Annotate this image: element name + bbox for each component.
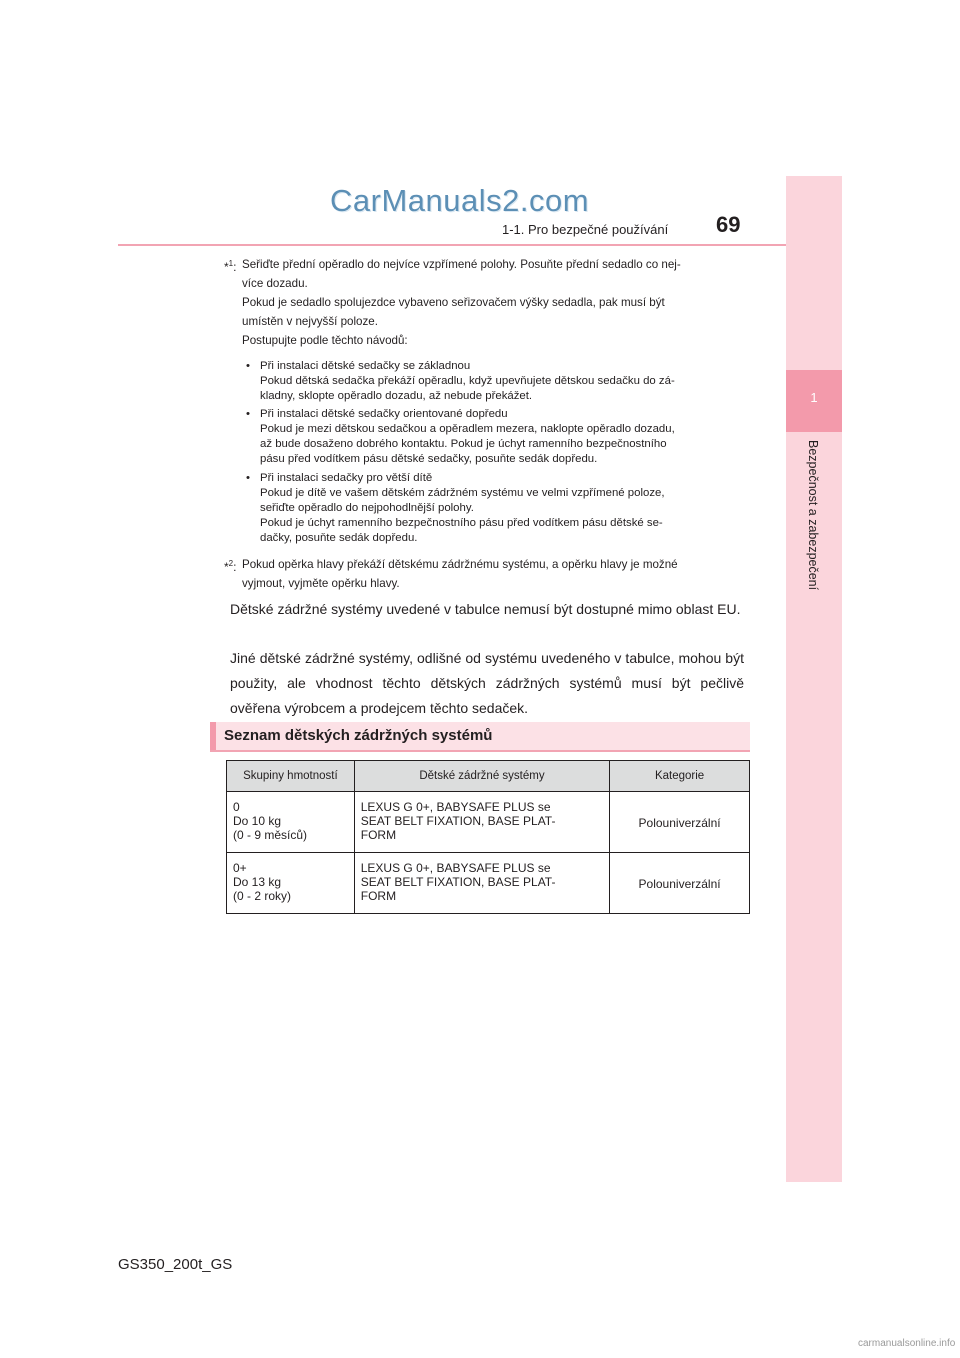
- weight-group-cell: [227, 792, 355, 853]
- footnote-2-marker: *$^2$:: [224, 559, 237, 574]
- bullet-item: [246, 471, 744, 546]
- child-restraint-table: [226, 760, 750, 914]
- bullet-head: Při instalaci sedačky pro větší dítě: [260, 472, 433, 484]
- watermark-logo[interactable]: CarManuals2.com: [330, 183, 590, 218]
- cell-line: 0: [233, 800, 240, 814]
- bullet-dot: •: [246, 360, 250, 372]
- cell-line: Do 13 kg: [233, 875, 282, 889]
- restraint-system-cell: [354, 792, 609, 853]
- body-paragraph: Jiné dětské zádržné systémy, odlišné od systému uvedeného v tabulce, mohou být použity, ale vhodnost těchto dětských zádržných systémů musí být pečlivě ověřena výrobcem a prodejcem těchto sedaček.: [230, 650, 744, 716]
- column-header: Skupiny hmotností: [227, 761, 355, 792]
- footnote-1: [224, 255, 744, 350]
- cell-line: Do 10 kg: [233, 814, 282, 828]
- table-row: [227, 792, 750, 853]
- footnote-1-line: více dozadu.: [242, 277, 308, 290]
- chapter-side-band: [786, 176, 842, 1182]
- footnote-1-marker: *$^1$:: [224, 259, 237, 274]
- footnote-2-line: Pokud opěrka hlavy překáží dětskému zádržnému systému, a opěrku hlavy je možné: [242, 558, 678, 571]
- cell-line: (0 - 9 měsíců): [233, 828, 308, 842]
- cell-line: FORM: [360, 889, 397, 903]
- bullet-dot: •: [246, 472, 250, 484]
- category-cell: Polouniverzální: [610, 792, 750, 853]
- weight-group-cell: [227, 853, 355, 914]
- restraint-system-cell: [354, 853, 609, 914]
- bullet-head: Při instalaci dětské sedačky se základnou: [260, 360, 471, 372]
- bullet-line: Pokud je mezi dětskou sedačkou a opěradlem mezera, naklopte opěradlo dozadu,: [260, 423, 675, 435]
- bullet-line: dačky, posuňte sedák dopředu.: [260, 532, 418, 544]
- column-header: Dětské zádržné systémy: [354, 761, 609, 792]
- bullet-item: [246, 407, 744, 467]
- footnote-1-line: Seřiďte přední opěradlo do nejvíce vzpřímené polohy. Posuňte přední sedadlo co nej-: [242, 258, 681, 271]
- cell-line: FORM: [360, 828, 397, 842]
- chapter-number: 1: [810, 390, 818, 405]
- cell-line: (0 - 2 roky): [233, 889, 292, 903]
- bullet-item: [246, 359, 744, 404]
- footnote-2-line: vyjmout, vyjměte opěrku hlavy.: [242, 577, 400, 590]
- cell-line: SEAT BELT FIXATION, BASE PLAT-: [360, 814, 556, 828]
- table-row: [227, 853, 750, 914]
- header-divider: [118, 244, 786, 246]
- footnote-1-line: Pokud je sedadlo spolujezdce vybaveno seřizovačem výšky sedadla, pak musí být: [242, 296, 665, 309]
- footnote-1-line: umístěn v nejvyšší poloze.: [242, 315, 378, 328]
- bullet-line: Pokud je úchyt ramenního bezpečnostního pásu před vodítkem pásu dětské se-: [260, 517, 663, 529]
- category-cell: Polouniverzální: [610, 853, 750, 914]
- section-heading-underline: [210, 750, 750, 752]
- section-heading: 1-1. Pro bezpečné používání: [502, 222, 669, 237]
- bullet-line: až bude dosaženo dobrého kontaktu. Pokud je úchyt ramenního bezpečnostního: [260, 438, 667, 450]
- site-watermark[interactable]: carmanualsonline.info: [858, 1338, 956, 1349]
- cell-line: LEXUS G 0+, BABYSAFE PLUS se: [360, 800, 551, 814]
- bullet-line: seřiďte opěradlo do nejpohodlnější polohy.: [260, 502, 474, 514]
- footnote-2: [224, 555, 744, 593]
- body-paragraph: Dětské zádržné systémy uvedené v tabulce nemusí být dostupné mimo oblast EU.: [230, 601, 741, 617]
- chapter-title: Bezpečnost a zabezpečení: [806, 440, 820, 591]
- bullet-line: Pokud dětská sedačka překáží opěradlu, když upevňujete dětskou sedačku do zá-: [260, 375, 675, 387]
- cell-line: SEAT BELT FIXATION, BASE PLAT-: [360, 875, 556, 889]
- page-number: 69: [716, 212, 741, 237]
- bullet-line: Pokud je dítě ve vašem dětském zádržném systému ve velmi vzpřímené poloze,: [260, 487, 665, 499]
- section-title: Seznam dětských zádržných systémů: [224, 727, 493, 744]
- bullet-dot: •: [246, 408, 250, 420]
- table-header-row: [227, 761, 750, 792]
- bullet-head: Při instalaci dětské sedačky orientované dopředu: [260, 408, 508, 420]
- footnote-1-line: Postupujte podle těchto návodů:: [242, 334, 408, 347]
- column-header: Kategorie: [610, 761, 750, 792]
- cell-line: 0+: [233, 861, 247, 875]
- bullet-line: kladny, sklopte opěradlo dozadu, až nebude překážet.: [260, 390, 533, 402]
- cell-line: LEXUS G 0+, BABYSAFE PLUS se: [360, 861, 551, 875]
- document-code: GS350_200t_GS: [118, 1256, 233, 1273]
- bullet-line: pásu před vodítkem pásu dětské sedačky, posuňte sedák dopředu.: [260, 453, 598, 465]
- section-heading-accent: [210, 722, 216, 750]
